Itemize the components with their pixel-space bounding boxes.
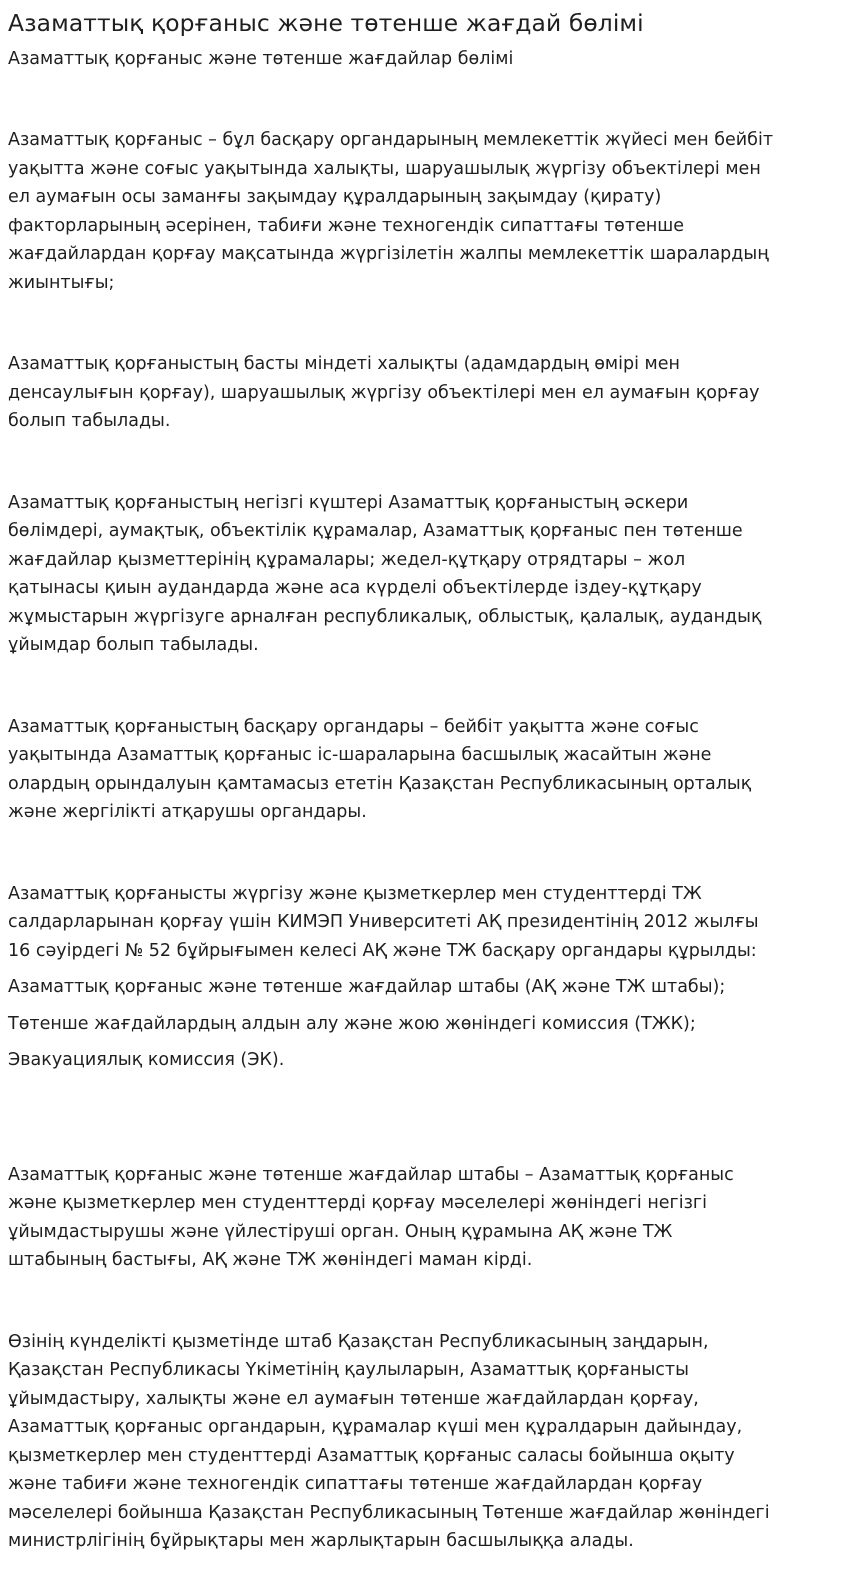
paragraph-line: ұйымдар болып табылады. xyxy=(8,635,259,655)
paragraph-line: болып табылады. xyxy=(8,411,171,431)
paragraph-line: уақытында Азаматтық қорғаныс іс-шараларына басшылық жасайтын және xyxy=(8,745,712,765)
paragraph-line: Азаматтық қорғаныс органдарын, құрамалар күші мен құралдарын дайындау, xyxy=(8,1417,743,1437)
paragraph-line: Азаматтық қорғаныс – бұл басқару органдарының мемлекеттік жүйесі мен бейбіт xyxy=(8,130,774,150)
paragraph-line: Азаматтық қорғаныстың басқару органдары – бейбіт уақытта және соғыс xyxy=(8,716,699,737)
paragraph-line: бөлімдері, аумақтық, объектілік құрамалар, Азаматтық қорғаныс пен төтенше xyxy=(8,521,743,541)
body-item-evacuation: Эвакуациялық комиссия (ЭК). xyxy=(8,1050,285,1070)
page-subtitle: Азаматтық қорғаныс және төтенше жағдайлар бөлімі xyxy=(8,49,514,69)
paragraph-line: ұйымдастыру, халықты және ел аумағын төтенше жағдайлардан қорғау, xyxy=(8,1388,699,1409)
paragraph-main-task xyxy=(8,350,839,436)
paragraph-line: жиынтығы; xyxy=(8,272,115,293)
paragraph-hq-guidance xyxy=(8,1328,839,1556)
body-item-commission: Төтенше жағдайлардың алдын алу және жою жөніндегі комиссия (ТЖК); xyxy=(8,1013,696,1034)
paragraph-line: Азаматтық қорғаныстың негізгі күштері Азаматтық қорғаныстың әскери xyxy=(8,492,689,513)
paragraph-line: мәселелері бойынша Қазақстан Республикасының Төтенше жағдайлар жөніндегі xyxy=(8,1502,770,1523)
paragraph-line: Азаматтық қорғаныс және төтенше жағдайлар штабы – Азаматтық қорғаныс xyxy=(8,1164,734,1185)
paragraph-line: және қызметкерлер мен студенттерді қорғау мәселелері жөніндегі негізгі xyxy=(8,1193,707,1213)
paragraph-line: жағдайлар қызметтерінің құрамалары; жедел-құтқару отрядтары – жол xyxy=(8,549,686,570)
paragraph-main-forces xyxy=(8,489,839,660)
paragraph-line: ел аумағын осы заманғы зақымдау құралдарының зақымдау (қирату) xyxy=(8,187,662,207)
paragraph-line: 16 сәуірдегі № 52 бұйрығымен келесі АҚ және ТЖ басқару органдары құрылды: xyxy=(8,940,757,961)
paragraph-management-bodies xyxy=(8,713,839,827)
paragraph-order xyxy=(8,880,839,966)
paragraph-line: министрлігінің бұйрықтары мен жарлықтарын басшылыққа алады. xyxy=(8,1531,634,1551)
paragraph-line: қатынасы қиын аудандарда және аса күрделі объектілерде іздеу-құтқару xyxy=(8,578,702,598)
paragraph-line: Қазақстан Республикасы Үкіметінің қаулыларын, Азаматтық қорғанысты xyxy=(8,1360,689,1380)
page-title: Азаматтық қорғаныс және төтенше жағдай бөлімі xyxy=(8,9,644,37)
paragraph-line: уақытта және соғыс уақытында халықты, шаруашылық жүргізу объектілері мен xyxy=(8,158,761,179)
paragraph-line: Азаматтық қорғанысты жүргізу және қызметкерлер мен студенттерді ТЖ xyxy=(8,883,702,904)
paragraph-hq-description xyxy=(8,1161,839,1275)
paragraph-line: Өзінің күнделікті қызметінде штаб Қазақстан Республикасының заңдарын, xyxy=(8,1331,709,1352)
paragraph-line: Азаматтық қорғаныстың басты міндеті халықты (адамдардың өмірі мен xyxy=(8,354,680,374)
paragraph-line: штабының бастығы, АҚ және ТЖ жөніндегі маман кірді. xyxy=(8,1250,533,1270)
paragraph-line: қызметкерлер мен студенттерді Азаматтық қорғаныс саласы бойынша оқыту xyxy=(8,1445,735,1466)
paragraph-line: жағдайлардан қорғау мақсатында жүргізілетін жалпы мемлекеттік шаралардың xyxy=(8,244,769,264)
paragraph-line: және табиғи және техногендік сипаттағы төтенше жағдайлардан қорғау xyxy=(8,1474,703,1494)
paragraph-line: және жергілікті атқарушы органдары. xyxy=(8,802,367,822)
paragraph-line: факторларының әсерінен, табиғи және техногендік сипаттағы төтенше xyxy=(8,215,685,236)
paragraph-line: олардың орындалуын қамтамасыз ететін Қазақстан Республикасының орталық xyxy=(8,773,752,794)
paragraph-definition xyxy=(8,126,839,297)
paragraph-line: ұйымдастырушы және үйлестіруші орган. Оның құрамына АҚ және ТЖ xyxy=(8,1221,673,1242)
paragraph-line: салдарларынан қорғау үшін КИМЭП Университеті АҚ президентінің 2012 жылғы xyxy=(8,912,759,932)
body-item-hq: Азаматтық қорғаныс және төтенше жағдайлар штабы (АҚ және ТЖ штабы); xyxy=(8,977,726,997)
paragraph-line: жұмыстарын жүргізуге арналған республикалық, облыстық, қалалық, аудандық xyxy=(8,606,762,627)
paragraph-line: денсаулығын қорғау), шаруашылық жүргізу объектілері мен ел аумағын қорғау xyxy=(8,382,760,403)
